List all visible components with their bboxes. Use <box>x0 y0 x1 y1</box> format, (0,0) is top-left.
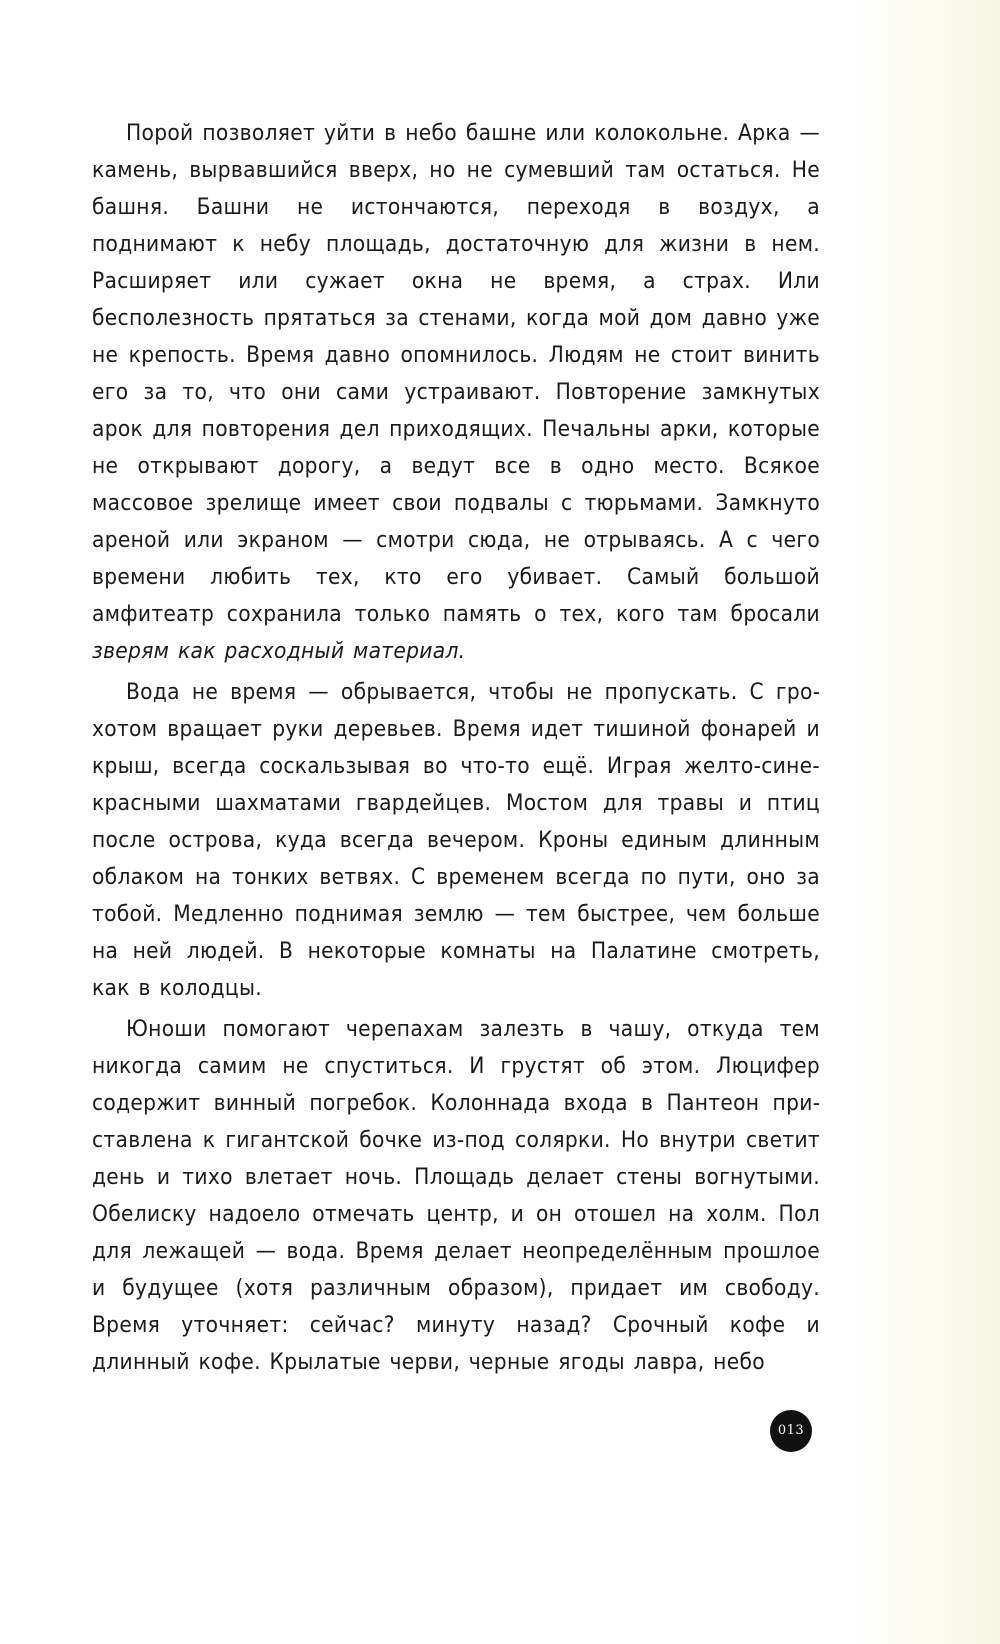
paragraph-2 <box>92 674 820 1007</box>
body-text <box>92 115 820 1385</box>
paragraph-2-text: Вода не время — обрывается, чтобы не пропускать. С грохотом вращает руки деревьев. Время идет тишиной фонарей и крыш, всегда соскальзывая во что-то ещё. Играя желто-сине-красными шахматами гвардейцев. Мостом для травы и птиц после острова, куда всегда вечером. Кроны единым длинным облаком на тонких ветвях. С временем всегда по пути, оно за тобой. Медленно поднимая землю — тем быстрее, чем больше на ней людей. В некоторые комнаты на Палатине смотреть, как в колодцы. <box>92 679 820 1001</box>
paragraph-3-text: Юноши помогают черепахам залезть в чашу, откуда тем никогда самим не спуститься. И грустят об этом. Люцифер содержит винный погребок. Колоннада входа в Пантеон приставлена к гигантской бочке из-под солярки. Но внутри светит день и тихо влетает ночь. Площадь делает стены вогнутыми. Обелиску надоело отмечать центр, и он отошел на холм. Пол для лежащей — вода. Время делает неопределённым прошлое и будущее (хотя различным образом), придает им свободу. Время уточняет: сейчас? минуту назад? Срочный кофе и длинный кофе. Крылатые черви, черные ягоды лавра, небо <box>92 1016 820 1375</box>
paragraph-1 <box>92 115 820 670</box>
paragraph-1-italic-tail: зверям как расходный материал. <box>92 638 466 664</box>
paragraph-1-text: Порой позволяет уйти в небо башне или колокольне. Арка — камень, вырвавшийся вверх, но не сумевший там остаться. Не башня. Башни не истончаются, переходя в воздух, а поднимают к небу площадь, достаточную для жизни в нем. Расширяет или сужает окна не время, а страх. Или бесполезность прятаться за стенами, когда мой дом давно уже не крепость. Время давно опомнилось. Людям не стоит винить его за то, что они сами устраивают. Повторение замкнутых арок для повторения дел приходящих. Печальны арки, которые не открывают дорогу, а ведут все в одно место. Всякое массовое зрелище имеет свои подвалы с тюрьмами. Замкнуто ареной или экраном — смотри сюда, не отрываясь. А с чего времени любить тех, кто его убивает. Самый большой амфитеатр сохранила только память о тех, кого там бросали <box>92 120 820 627</box>
paragraph-3 <box>92 1011 820 1381</box>
page-number-badge: 013 <box>770 1410 812 1452</box>
page-edge-shade <box>850 0 1000 1644</box>
